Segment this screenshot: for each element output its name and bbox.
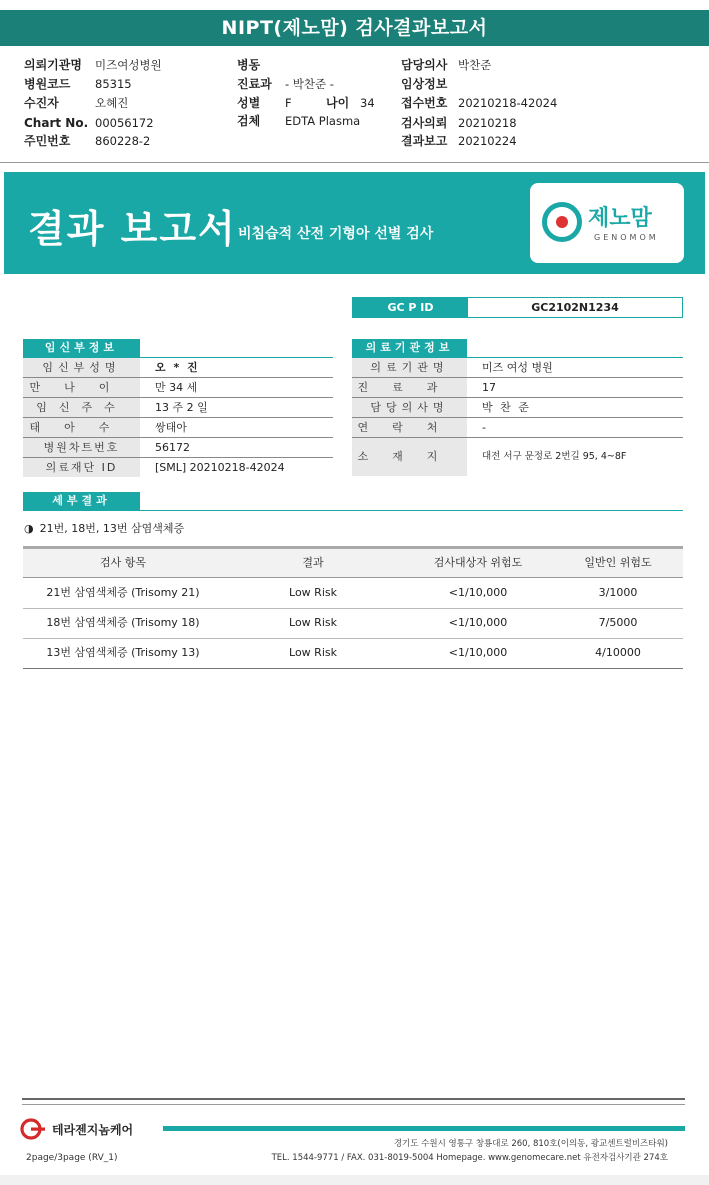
footer-accent-bar bbox=[163, 1126, 685, 1131]
pregnant-info-table bbox=[23, 358, 333, 478]
logo-subtext: GENOMOM bbox=[594, 233, 659, 242]
detail-subheading-text: 21번, 18번, 13번 삼염색체증 bbox=[39, 522, 185, 535]
detail-subheading bbox=[24, 520, 184, 536]
row-label: 의료기관명 bbox=[352, 358, 467, 377]
header-value: 오혜진 bbox=[95, 96, 129, 110]
cell-general-risk: 4/10000 bbox=[595, 646, 641, 659]
header-key: 접수번호 bbox=[401, 96, 448, 110]
row-label: 병원차트번호 bbox=[23, 438, 140, 457]
hospital-info-heading: 의료기관정보 bbox=[352, 339, 467, 357]
row-label: 의료재단 ID bbox=[23, 458, 140, 477]
cell-subject-risk: <1/10,000 bbox=[448, 586, 508, 599]
header-value: F bbox=[285, 96, 292, 110]
row-value: - bbox=[482, 421, 486, 434]
table-row bbox=[23, 398, 333, 418]
table-row bbox=[352, 398, 683, 418]
table-row bbox=[23, 418, 333, 438]
header-key: 결과보고 bbox=[401, 134, 448, 148]
detail-heading: 세부결과 bbox=[23, 492, 140, 510]
header-key: 성별 bbox=[237, 96, 261, 110]
report-title: NIPT(제노맘) 검사결과보고서 bbox=[0, 10, 709, 46]
header-key: 주민번호 bbox=[24, 134, 71, 148]
logo-name: 제노맘 bbox=[588, 206, 652, 231]
header-key: 병원코드 bbox=[24, 77, 71, 91]
header-value: 860228-2 bbox=[95, 134, 151, 148]
table-row bbox=[23, 358, 333, 378]
col-header: 검사 항목 bbox=[99, 556, 146, 569]
cell-result: Low Risk bbox=[289, 586, 337, 599]
table-row bbox=[352, 438, 683, 476]
header-value: 20210218-42024 bbox=[458, 96, 558, 110]
row-label: 만나이 bbox=[23, 378, 140, 397]
cell-test: 13번 삼염색체증 (Trisomy 13) bbox=[46, 646, 200, 659]
footer-rule bbox=[22, 1098, 685, 1100]
age-key: 나이 bbox=[326, 96, 350, 110]
header-value: 박찬준 bbox=[458, 58, 492, 72]
logo-dot-icon bbox=[556, 216, 568, 228]
cell-subject-risk: <1/10,000 bbox=[448, 616, 508, 629]
row-value: 17 bbox=[482, 381, 496, 394]
cell-result: Low Risk bbox=[289, 616, 337, 629]
header-key: 담당의사 bbox=[401, 58, 448, 72]
row-value: 미즈 여성 병원 bbox=[482, 361, 553, 374]
gc-pid-box bbox=[352, 297, 683, 318]
header-value: 미즈여성병원 bbox=[95, 58, 162, 72]
table-row bbox=[23, 638, 683, 669]
row-value: 오 * 진 bbox=[155, 361, 200, 374]
row-value: 쌍태아 bbox=[155, 421, 187, 434]
row-label: 태아수 bbox=[23, 418, 140, 437]
table-row bbox=[23, 378, 333, 398]
table-row bbox=[23, 458, 333, 477]
gc-pid-label: GC P ID bbox=[353, 298, 468, 317]
row-label: 임신주수 bbox=[23, 398, 140, 417]
table-row bbox=[23, 578, 683, 609]
row-value: 대전 서구 문정로 2번길 95, 4~8F bbox=[482, 451, 627, 462]
banner-subtitle: 비침습적 산전 기형아 선별 검사 bbox=[238, 226, 434, 242]
table-row bbox=[23, 438, 333, 458]
table-header-row bbox=[23, 549, 683, 578]
header-key: 임상정보 bbox=[401, 77, 448, 91]
result-banner bbox=[4, 172, 705, 274]
half-circle-icon: ◑ bbox=[24, 522, 34, 535]
col-header: 일반인 위험도 bbox=[584, 556, 652, 569]
header-info bbox=[0, 53, 709, 153]
row-label: 임신부성명 bbox=[23, 358, 140, 377]
footer-address: 경기도 수원시 영통구 창룡대로 260, 810호(이의동, 광교센트럴비즈타워) bbox=[393, 1139, 668, 1149]
header-key: Chart No. bbox=[24, 116, 89, 130]
pregnant-info-heading: 임신부정보 bbox=[23, 339, 140, 357]
age-value: 34 bbox=[360, 96, 375, 110]
terragen-logo-icon bbox=[20, 1118, 46, 1140]
header-value: EDTA Plasma bbox=[285, 114, 361, 128]
cell-test: 18번 삼염색체증 (Trisomy 18) bbox=[46, 616, 200, 629]
header-key: 진료과 bbox=[237, 77, 272, 91]
cell-result: Low Risk bbox=[289, 646, 337, 659]
row-value: [SML] 20210218-42024 bbox=[155, 461, 285, 474]
row-label: 소재지 bbox=[352, 438, 467, 476]
hospital-info-table bbox=[352, 358, 683, 478]
header-divider bbox=[0, 162, 709, 163]
header-key: 검체 bbox=[237, 114, 261, 128]
row-value: 56172 bbox=[155, 441, 190, 454]
row-label: 담당의사명 bbox=[352, 398, 467, 417]
header-key: 병동 bbox=[237, 58, 261, 72]
gc-pid-value: GC2102N1234 bbox=[531, 301, 619, 314]
genomom-logo bbox=[530, 183, 684, 263]
header-value: 20210224 bbox=[458, 134, 517, 148]
cell-test: 21번 삼염색체증 (Trisomy 21) bbox=[46, 586, 200, 599]
col-header: 검사대상자 위험도 bbox=[433, 556, 523, 569]
banner-title: 결과 보고서 bbox=[28, 207, 237, 251]
footer-rule bbox=[22, 1104, 685, 1105]
table-row bbox=[23, 608, 683, 639]
table-row bbox=[352, 358, 683, 378]
page-number: 2page/3page (RV_1) bbox=[26, 1153, 118, 1163]
footer-contact: TEL. 1544-9771 / FAX. 031-8019-5004 Homepage. www.genomecare.net 유전자검사기관 274호 bbox=[271, 1153, 668, 1163]
header-key: 수진자 bbox=[24, 96, 59, 110]
row-value: 13 주 2 일 bbox=[155, 401, 208, 414]
header-key: 검사의뢰 bbox=[401, 116, 448, 130]
table-row bbox=[352, 378, 683, 398]
cell-general-risk: 7/5000 bbox=[598, 616, 638, 629]
cell-general-risk: 3/1000 bbox=[598, 586, 638, 599]
header-value: 20210218 bbox=[458, 116, 517, 130]
row-value: 만 34 세 bbox=[155, 381, 198, 394]
row-value: 박 찬 준 bbox=[482, 401, 531, 414]
header-value: 00056172 bbox=[95, 116, 154, 130]
col-header: 결과 bbox=[302, 556, 324, 569]
row-label: 연락처 bbox=[352, 418, 467, 437]
table-row bbox=[352, 418, 683, 438]
footer-brand: 테라젠지놈케어 bbox=[52, 1123, 134, 1137]
cell-subject-risk: <1/10,000 bbox=[448, 646, 508, 659]
header-key: 의뢰기관명 bbox=[24, 58, 82, 72]
header-value: - 박찬준 - bbox=[285, 77, 334, 91]
header-value: 85315 bbox=[95, 77, 132, 91]
row-label: 진료과 bbox=[352, 378, 467, 397]
section-rule bbox=[23, 510, 683, 511]
